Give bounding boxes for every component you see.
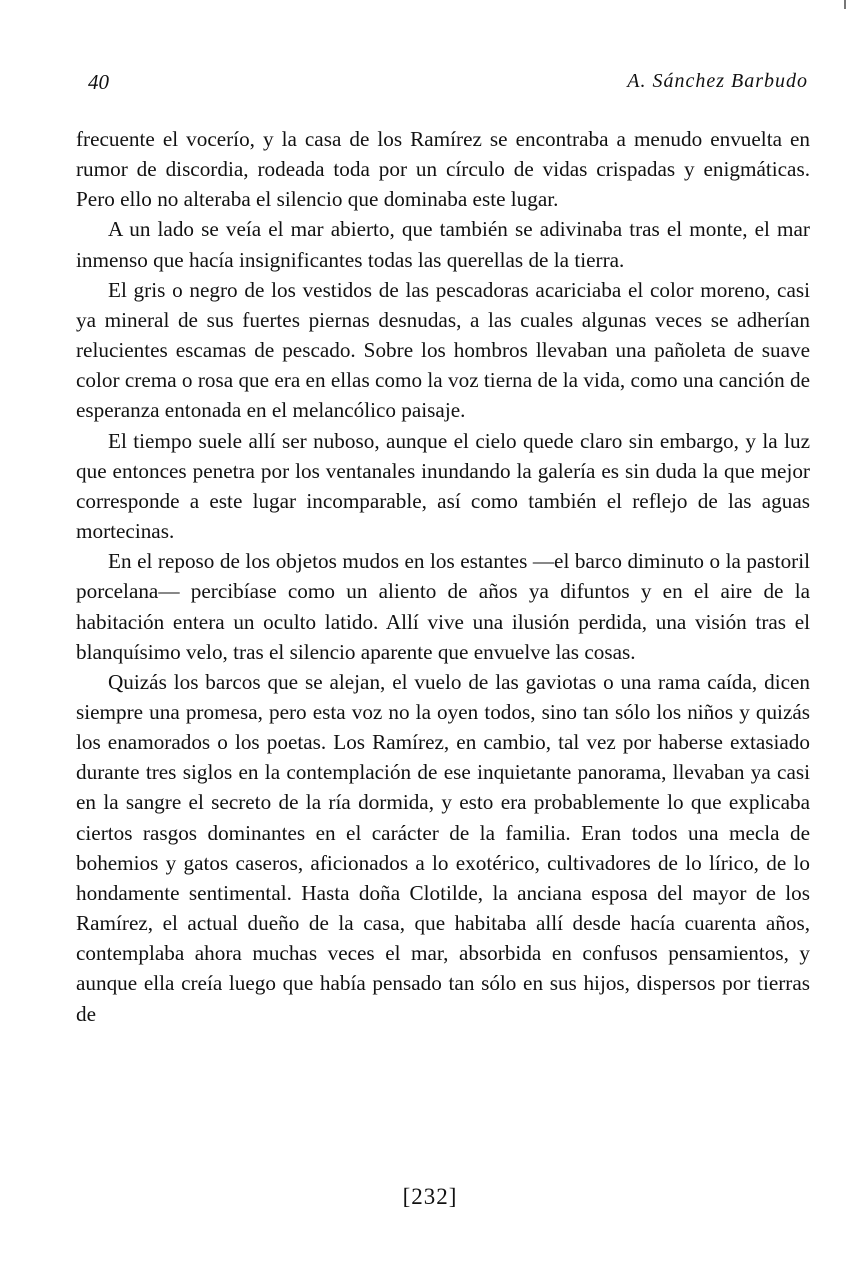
- running-header-author: A. Sánchez Barbudo: [627, 70, 808, 92]
- paragraph-1: frecuente el vocerío, y la casa de los Ramírez se encontraba a menudo envuelta en rumor de discordia, rodeada toda por un círculo de vidas crispadas y enigmáticas. Pero ello no alteraba el silencio que dominaba este lugar.: [76, 127, 810, 212]
- paragraph-4: El tiempo suele allí ser nuboso, aunque el cielo quede claro sin embargo, y la luz que entonces penetra por los ventanales inundando la galería es sin duda la que mejor corresponde a este lugar incomparable, así como también el reflejo de las aguas mortecinas.: [76, 428, 810, 544]
- paragraph-3: El gris o negro de los vestidos de las pescadoras acariciaba el color moreno, casi ya mineral de sus fuertes piernas desnudas, a las cuales algunas veces se adherían relucientes escamas de pescado. Sobre los hombros llevaban una pañoleta de suave color crema o rosa que era en ellas como la voz tierna de la vida, como una canción de esperanza entonada en el melancólico paisaje.: [76, 277, 810, 423]
- body-text: [76, 124, 810, 1029]
- folio-number: [232]: [402, 1184, 458, 1209]
- paragraph-6: Quizás los barcos que se alejan, el vuelo de las gaviotas o una rama caída, dicen siempre una promesa, pero esta voz no la oyen todos, sino tan sólo los niños y quizás los enamorados o los poetas. Los Ramírez, en cambio, tal vez por haberse extasiado durante tres siglos en la contemplación de ese inquietante panorama, llevaban ya casi en la sangre el secreto de la ría dormida, y esto era probablemente lo que explicaba ciertos rasgos dominantes en el carácter de la familia. Eran todos una mecla de bohemios y gatos caseros, aficionados a lo exotérico, cultivadores de lo lírico, de lo hondamente sentimental. Hasta doña Clotilde, la anciana esposa del mayor de los Ramírez, el actual dueño de la casa, que habitaba allí desde hacía cuarenta años, contemplaba ahora muchas veces el mar, absorbida en confusos pensamientos, y aunque ella creía luego que había pensado tan sólo en sus hijos, dispersos por tierras de: [76, 669, 810, 1026]
- page-number: 40: [88, 70, 109, 94]
- paragraph-2: A un lado se veía el mar abierto, que también se adivinaba tras el monte, el mar inmenso que hacía insignificantes todas las querellas de la tierra.: [76, 217, 810, 272]
- scan-edge-mark: [844, 0, 846, 9]
- paragraph-5: En el reposo de los objetos mudos en los estantes —el barco diminuto o la pastoril porcelana— percibíase como un aliento de años ya difuntos y en el aire de la habitación entera un oculto latido. Allí vive una ilusión perdida, una visión tras el blanquísimo velo, tras el silencio aparente que envuelve las cosas.: [76, 549, 810, 664]
